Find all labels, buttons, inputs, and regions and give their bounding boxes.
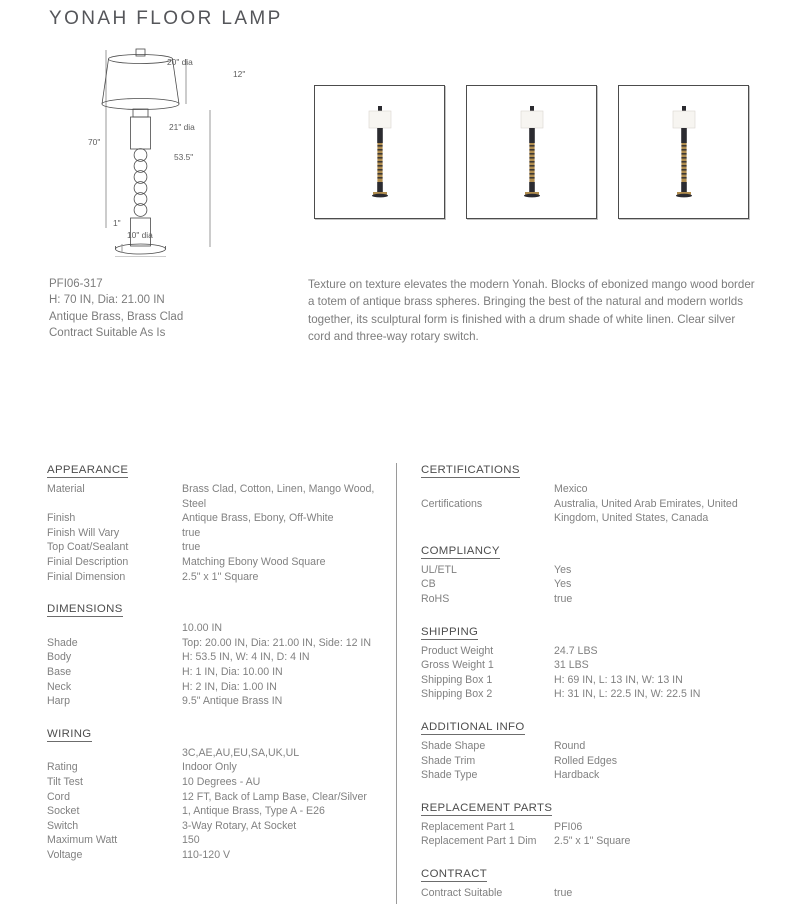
spec-row [47,790,387,805]
spec-row [421,658,766,673]
spec-label: Material [47,483,85,495]
spec-label: Shade Shape [421,739,486,752]
spec-label: Finish Will Vary [47,526,120,539]
spec-label: Shade Trim [421,754,476,767]
spec-row [47,570,387,585]
spec-label: Rating [47,761,78,774]
product-materials: Antique Brass, Brass Clad [49,310,184,323]
section-spacer [47,584,387,597]
section-spacer [421,901,766,914]
spec-row [47,665,387,680]
spec-section-heading: CONTRACT [421,867,488,880]
spec-section-heading: REPLACEMENT PARTS [421,801,553,814]
spec-value: Hardback [554,769,600,782]
spec-section [47,460,387,597]
spec-value: Yes [554,578,572,591]
spec-row [47,775,387,790]
dim-base-height: 1" [113,218,121,228]
spec-label: Finial Description [47,555,129,568]
spec-label: Neck [47,680,72,693]
spec-label: Finial Dimension [47,570,126,583]
spec-row [421,644,766,659]
spec-section [421,717,766,796]
spec-row [47,804,387,819]
spec-value: Australia, United Arab Emirates, United Kingdom, United States, Canada [554,497,738,525]
spec-value: Matching Ebony Wood Square [182,555,326,568]
spec-row [47,819,387,834]
product-contract: Contract Suitable As Is [49,326,166,339]
spec-value: Antique Brass, Ebony, Off-White [182,512,334,525]
spec-value: H: 31 IN, L: 22.5 IN, W: 22.5 IN [554,688,701,701]
spec-section [421,864,766,914]
dim-overall-height: 70" [88,137,101,147]
spec-row [421,592,766,607]
spec-value: 3C,AE,AU,EU,SA,UK,UL [182,746,300,759]
spec-value: 9.5" Antique Brass IN [182,695,283,708]
spec-label: CB [421,578,436,591]
spec-row [421,739,766,754]
spec-row [421,687,766,702]
technical-drawing [70,42,280,257]
product-photo-gallery [314,85,759,219]
column-divider [396,463,397,904]
spec-value: 150 [182,834,200,847]
spec-value: 31 LBS [554,659,589,672]
spec-value: 110-120 V [182,848,231,861]
spec-row [421,563,766,578]
spec-row [421,497,766,526]
spec-label: Gross Weight 1 [421,659,494,672]
spec-value: H: 69 IN, L: 13 IN, W: 13 IN [554,673,683,686]
spec-label: Contract Suitable [421,886,503,899]
spec-row [47,848,387,863]
spec-row [47,540,387,555]
spec-value: 3-Way Rotary, At Socket [182,819,297,832]
spec-value: H: 1 IN, Dia: 10.00 IN [182,665,283,678]
section-spacer [421,783,766,796]
dim-shade-top-dia: 20" dia [167,57,193,67]
spec-row [421,820,766,835]
dim-shade-height: 12" [233,69,246,79]
spec-row [47,526,387,541]
spec-section-heading: APPEARANCE [47,464,129,476]
product-photo-1[interactable] [314,85,445,219]
spec-row [421,886,766,901]
spec-row [47,621,387,636]
spec-value: Indoor Only [182,761,237,774]
spec-label: Shade Type [421,769,478,782]
spec-value: 12 FT, Back of Lamp Base, Clear/Silver [182,790,367,803]
spec-row [421,834,766,849]
spec-label: Base [47,665,72,678]
spec-value: true [554,886,573,899]
spec-label: Cord [47,790,70,803]
spec-row [47,680,387,695]
spec-row [421,768,766,783]
spec-section [47,599,387,722]
spec-value: H: 2 IN, Dia: 1.00 IN [182,680,277,693]
spec-row [47,833,387,848]
spec-row [421,673,766,688]
spec-section [421,622,766,715]
spec-label: Maximum Watt [47,834,118,847]
spec-label: Shipping Box 2 [421,688,493,701]
spec-value: 2.5" x 1" Square [182,570,259,583]
dim-base-dia: 10" dia [127,230,153,240]
spec-value: 24.7 LBS [554,644,598,657]
spec-label: Socket [47,805,80,818]
spec-section-heading: COMPLIANCY [421,544,500,557]
spec-label: Shipping Box 1 [421,673,493,686]
spec-row [47,555,387,570]
spec-section-heading: DIMENSIONS [47,603,123,616]
spec-row [47,694,387,709]
spec-section-heading: ADDITIONAL INFO [421,720,525,733]
spec-value: 2.5" x 1" Square [554,835,631,848]
spec-row [47,760,387,775]
spec-value: 10 Degrees - AU [182,775,261,788]
spec-row [421,482,766,497]
spec-value: H: 53.5 IN, W: 4 IN, D: 4 IN [182,651,310,664]
spec-value: 10.00 IN [182,622,223,635]
spec-row [47,636,387,651]
spec-row [47,650,387,665]
spec-value: Rolled Edges [554,754,618,767]
spec-row [421,754,766,769]
product-summary [49,276,183,341]
spec-value: Mexico [554,483,588,495]
product-photo-3[interactable] [618,85,749,219]
spec-label: UL/ETL [421,563,457,576]
section-spacer [421,607,766,620]
spec-value: Top: 20.00 IN, Dia: 21.00 IN, Side: 12 IN [182,636,372,649]
spec-column-left [47,460,387,877]
spec-value: PFI06 [554,820,583,833]
section-spacer [421,702,766,715]
spec-label: Finish [47,512,76,525]
dim-shade-bottom-dia: 21" dia [169,122,195,132]
spec-section-heading: WIRING [47,727,92,740]
spec-row [47,746,387,761]
spec-label: Replacement Part 1 Dim [421,835,537,848]
spec-section [421,541,766,620]
spec-label: RoHS [421,592,450,605]
spec-label: Replacement Part 1 [421,820,515,833]
section-spacer [421,849,766,862]
specifications [0,460,800,910]
spec-label: Tilt Test [47,775,83,788]
product-sku: PFI06-317 [49,278,103,290]
dim-body-height: 53.5" [174,152,194,162]
spec-row [47,511,387,526]
section-spacer [47,862,387,875]
product-dimensions: H: 70 IN, Dia: 21.00 IN [49,294,165,307]
spec-row [421,577,766,592]
spec-section-heading: SHIPPING [421,625,479,638]
spec-value: true [554,592,573,605]
spec-value: Brass Clad, Cotton, Linen, Mango Wood, Steel [182,483,375,510]
spec-label: Certifications [421,497,483,510]
spec-value: true [182,541,201,554]
spec-row [47,482,387,511]
spec-label: Body [47,651,72,664]
product-photo-2[interactable] [466,85,597,219]
spec-label: Switch [47,819,79,832]
spec-label: Voltage [47,848,83,861]
spec-value: 1, Antique Brass, Type A - E26 [182,805,325,818]
spec-label: Top Coat/Sealant [47,541,129,554]
spec-column-right [421,460,766,916]
spec-label: Product Weight [421,644,494,657]
page-title: YONAH FLOOR LAMP [49,8,283,29]
section-spacer [47,709,387,722]
spec-section [421,798,766,862]
section-spacer [421,526,766,539]
spec-label: Shade [47,636,78,649]
spec-value: Yes [554,563,572,576]
spec-value: true [182,526,201,539]
spec-section [47,724,387,876]
spec-value: Round [554,739,586,752]
product-description: Texture on texture elevates the modern Yonah. Blocks of ebonized mango wood border a totem of antique brass spheres. Bringing the best of the natural and modern worlds together, its sculptural form is finished with a drum shade of white linen. Clear silver cord and three-way rotary switch. [308,278,755,343]
spec-label: Harp [47,695,70,708]
spec-section-heading: CERTIFICATIONS [421,464,520,476]
spec-section [421,460,766,539]
